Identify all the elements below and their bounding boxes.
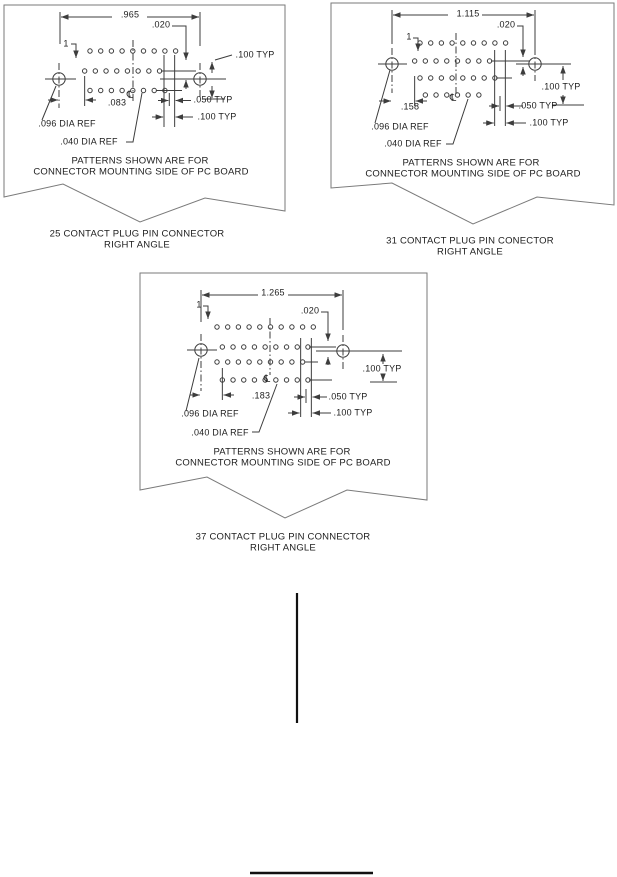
pin-hole: [252, 345, 256, 349]
dimension-arrows: [48, 17, 212, 117]
pin-hole: [279, 325, 283, 329]
pin-hole: [439, 41, 443, 45]
torn-page-border: [140, 273, 427, 518]
pin-hole: [88, 49, 92, 53]
pin-hole: [311, 325, 315, 329]
pin-hole-dia-label: .040 DIA REF: [191, 427, 249, 438]
pin-hole: [109, 49, 113, 53]
dim-overall-label: 1.115: [456, 8, 480, 19]
diagram-31: [331, 3, 614, 224]
pin-hole: [242, 378, 246, 382]
pin-hole: [141, 49, 145, 53]
pin-hole: [215, 360, 219, 364]
pin-hole: [141, 88, 145, 92]
diagram-25: [4, 5, 285, 222]
centerline-symbol: ℄: [126, 90, 134, 101]
centerline-symbol: ℄: [449, 93, 457, 104]
dimension-lines: [187, 287, 402, 417]
pin-hole: [477, 59, 481, 63]
pin-hole: [450, 41, 454, 45]
pin1-label: 1: [63, 38, 69, 49]
mounting-hole-dia-label: .096 DIA REF: [181, 408, 239, 419]
pin-hole: [152, 49, 156, 53]
pin-hole: [247, 360, 251, 364]
pin-hole: [295, 378, 299, 382]
dim-row-spacing-label: .100 TYP: [541, 81, 581, 92]
pin-hole-dia-label: .040 DIA REF: [60, 136, 118, 147]
pin-hole: [247, 325, 251, 329]
pin-hole: [434, 93, 438, 97]
pin-hole: [445, 59, 449, 63]
pin-hole: [434, 59, 438, 63]
diagram-caption: 25 CONTACT PLUG PIN CONNECTOR: [49, 228, 225, 240]
note-line: PATTERNS SHOWN ARE FOR: [213, 446, 351, 458]
pin-hole: [236, 325, 240, 329]
pin-hole: [284, 378, 288, 382]
pin-hole: [418, 76, 422, 80]
pin-hole: [252, 378, 256, 382]
pin1-label: 1: [406, 31, 412, 42]
pin-hole: [258, 325, 262, 329]
pin-hole: [163, 49, 167, 53]
dim-stagger-label: .050 TYP: [193, 94, 233, 105]
dim-row-spacing-label: .100 TYP: [362, 363, 402, 374]
note-line: CONNECTOR MOUNTING SIDE OF PC BOARD: [365, 168, 581, 180]
mounting-hole-dia-label: .096 DIA REF: [38, 118, 96, 129]
pin-hole: [236, 360, 240, 364]
diagram-caption: 37 CONTACT PLUG PIN CONNECTOR: [195, 531, 371, 543]
diagram-caption: RIGHT ANGLE: [437, 246, 503, 258]
pin-hole: [220, 345, 224, 349]
note-line: CONNECTOR MOUNTING SIDE OF PC BOARD: [33, 166, 249, 178]
pin-hole: [471, 76, 475, 80]
pin-hole: [466, 59, 470, 63]
note-line: PATTERNS SHOWN ARE FOR: [71, 155, 209, 167]
pin-hole: [120, 49, 124, 53]
dim-overall-label: 1.265: [261, 287, 285, 298]
pin-hole: [99, 49, 103, 53]
dim-hole-to-pin-label: .183: [251, 390, 271, 401]
pin-hole: [423, 59, 427, 63]
pin-pattern: [412, 41, 507, 97]
pin-hole: [120, 88, 124, 92]
dim-overall-label: .965: [120, 9, 140, 20]
pin-hole: [439, 76, 443, 80]
pin-hole: [477, 93, 481, 97]
pin-hole: [466, 93, 470, 97]
pin-hole: [503, 41, 507, 45]
dim-pitch-label: .100 TYP: [197, 111, 237, 122]
centerline-symbol: ℄: [263, 374, 271, 385]
dim-hole-to-pin-label: .083: [107, 97, 127, 108]
dim-stagger-label: .050 TYP: [518, 100, 558, 111]
note-line: PATTERNS SHOWN ARE FOR: [402, 157, 540, 169]
torn-page-border: [331, 3, 614, 224]
pin-hole: [231, 345, 235, 349]
pin-hole: [226, 360, 230, 364]
pin-hole: [242, 345, 246, 349]
pin-hole: [88, 88, 92, 92]
pin-hole: [93, 69, 97, 73]
pin-hole: [263, 345, 267, 349]
pin-hole: [136, 69, 140, 73]
dim-pitch-label: .100 TYP: [529, 117, 569, 128]
diagram-caption: RIGHT ANGLE: [250, 542, 316, 554]
pin-hole: [482, 76, 486, 80]
torn-page-border: [4, 5, 285, 222]
pin-hole: [231, 378, 235, 382]
pin-hole: [471, 41, 475, 45]
pin1-label: 1: [196, 299, 202, 310]
dim-row-spacing-label: .100 TYP: [235, 49, 275, 60]
pin-hole: [99, 88, 103, 92]
pin-hole: [173, 49, 177, 53]
pin-hole: [104, 69, 108, 73]
pin-hole: [152, 88, 156, 92]
pin-hole: [445, 93, 449, 97]
dim-pitch-label: .100 TYP: [333, 407, 373, 418]
pin-hole: [274, 378, 278, 382]
pin-hole: [82, 69, 86, 73]
pin-hole: [258, 360, 262, 364]
note-line: CONNECTOR MOUNTING SIDE OF PC BOARD: [175, 457, 391, 469]
dim-hole-to-pin-label: .158: [400, 101, 420, 112]
leader-lines: [375, 70, 468, 144]
pin-hole: [300, 325, 304, 329]
pin-hole: [215, 325, 219, 329]
pin-hole: [290, 325, 294, 329]
pin-hole: [284, 345, 288, 349]
diagram-caption: RIGHT ANGLE: [104, 239, 170, 251]
pin-hole: [461, 41, 465, 45]
pin-hole: [493, 41, 497, 45]
pin-hole: [450, 76, 454, 80]
pin-hole: [274, 345, 278, 349]
dim-offset-label: .020: [151, 19, 171, 30]
pin-hole: [125, 69, 129, 73]
pin-hole-dia-label: .040 DIA REF: [384, 138, 442, 149]
diagram-caption: 31 CONTACT PLUG PIN CONECTOR: [386, 235, 554, 247]
pin-hole: [279, 360, 283, 364]
dim-offset-label: .020: [300, 305, 320, 316]
mounting-hole-dia-label: .096 DIA REF: [371, 121, 429, 132]
dim-offset-label: .020: [496, 19, 516, 30]
pin-hole: [147, 69, 151, 73]
pin-hole: [109, 88, 113, 92]
pin-hole: [295, 345, 299, 349]
pin-hole: [482, 41, 486, 45]
pin-hole: [412, 59, 416, 63]
pin-hole: [429, 76, 433, 80]
pin-hole: [290, 360, 294, 364]
pin-hole: [226, 325, 230, 329]
pin-hole: [115, 69, 119, 73]
dim-stagger-label: .050 TYP: [328, 391, 368, 402]
pin-hole: [423, 93, 427, 97]
pin-hole: [429, 41, 433, 45]
pin-hole: [461, 76, 465, 80]
diagram-37: [140, 273, 427, 518]
